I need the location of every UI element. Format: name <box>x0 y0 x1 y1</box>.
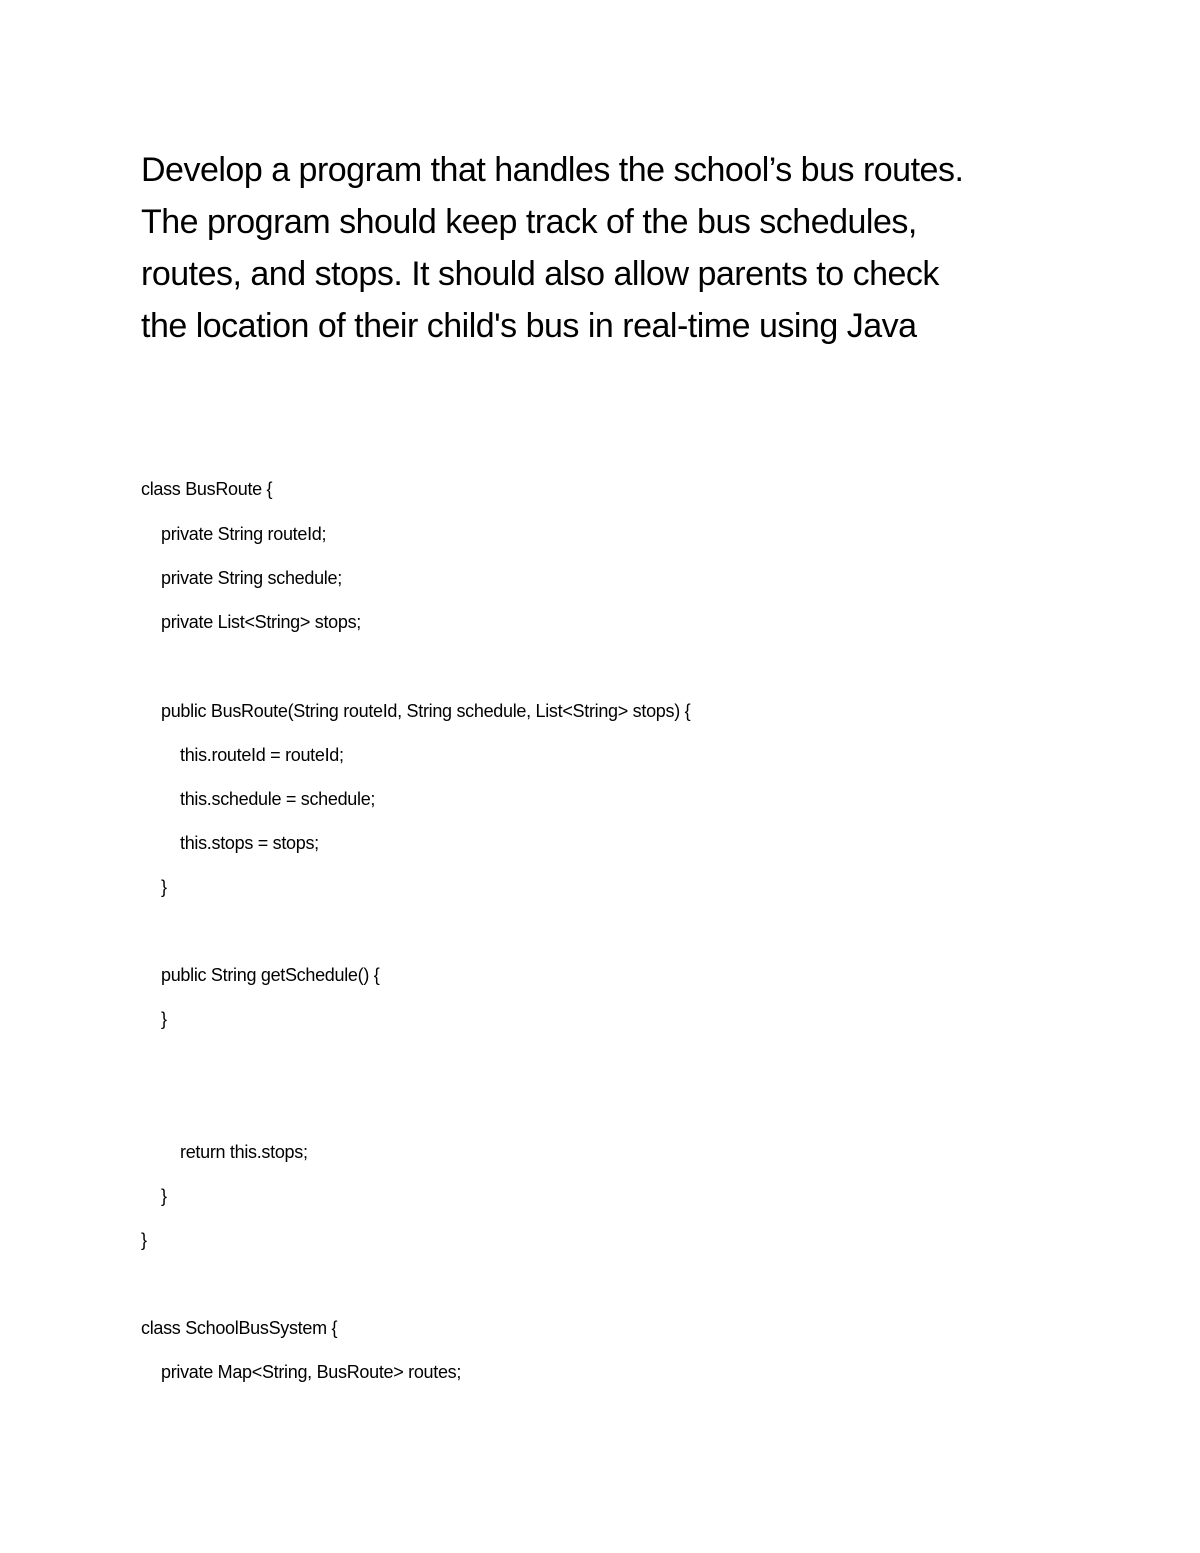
code-line-assign-routeid: this.routeId = routeId; <box>180 745 344 765</box>
code-line-getschedule: public String getSchedule() { <box>161 965 380 985</box>
code-line-return-stops: return this.stops; <box>180 1142 308 1162</box>
code-line-field-routes: private Map<String, BusRoute> routes; <box>161 1362 462 1382</box>
code-line-constructor: public BusRoute(String routeId, String schedule, List<String> stops) { <box>161 701 691 721</box>
code-line-assign-stops: this.stops = stops; <box>180 833 319 853</box>
code-line-close-brace: } <box>161 1009 167 1029</box>
code-line-field-stops: private List<String> stops; <box>161 612 362 632</box>
prompt-line: Develop a program that handles the school’s bus routes. <box>141 151 964 189</box>
prompt-line: The program should keep track of the bus schedules, <box>141 203 917 241</box>
code-line-close-brace: } <box>161 877 167 897</box>
code-line-field-routeid: private String routeId; <box>161 524 327 544</box>
code-line-close-brace: } <box>141 1230 147 1250</box>
code-line-assign-schedule: this.schedule = schedule; <box>180 789 376 809</box>
code-line-field-schedule: private String schedule; <box>161 568 342 588</box>
prompt-line: routes, and stops. It should also allow parents to check <box>141 255 939 293</box>
code-line-close-brace: } <box>161 1186 167 1206</box>
code-line-class-schoolbussystem: class SchoolBusSystem { <box>141 1318 338 1338</box>
prompt-line: the location of their child's bus in real-time using Java <box>141 307 917 345</box>
code-line-class-busroute: class BusRoute { <box>141 479 273 499</box>
assignment-prompt <box>141 144 1101 352</box>
